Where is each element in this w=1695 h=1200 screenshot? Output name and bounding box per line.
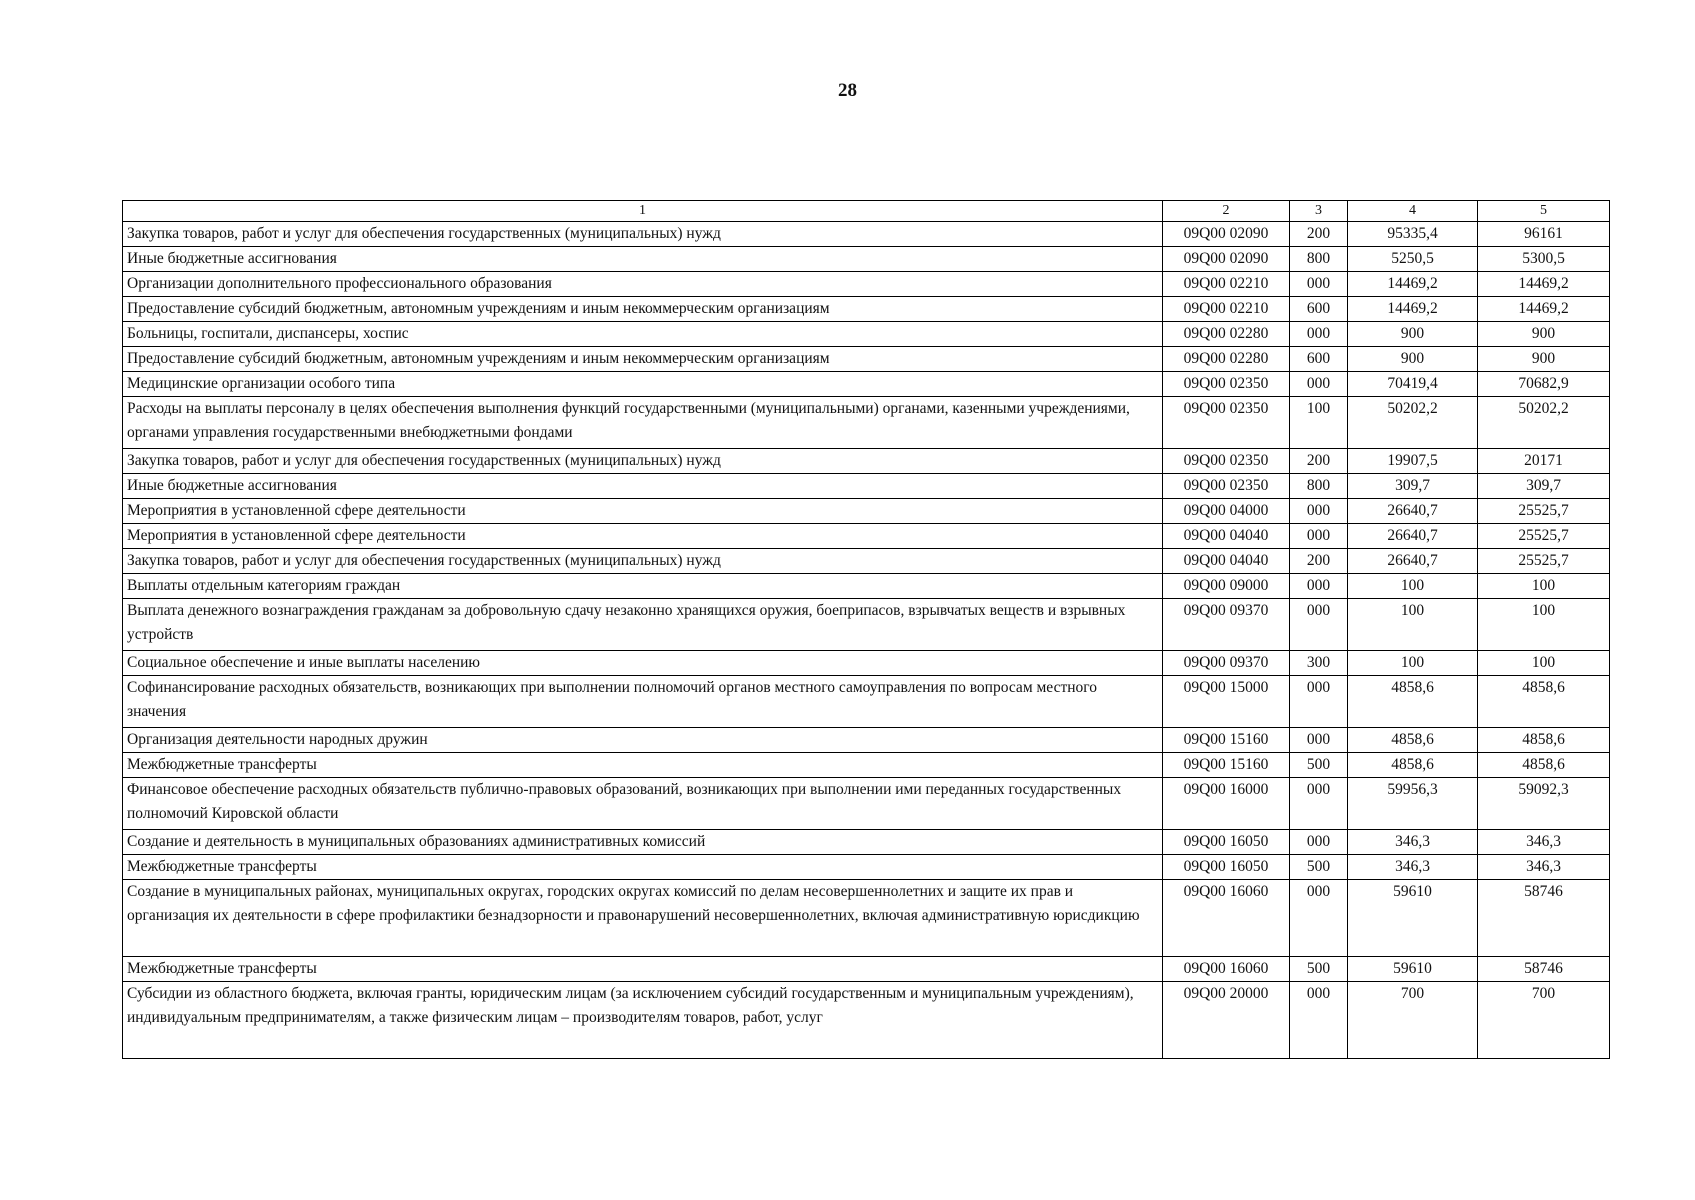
cell-expense-type: 000 <box>1290 676 1348 728</box>
cell-target-code: 09Q00 16050 <box>1163 830 1290 855</box>
cell-amount-col5: 309,7 <box>1478 474 1610 499</box>
table-row <box>123 524 1610 549</box>
cell-target-code: 09Q00 09370 <box>1163 599 1290 651</box>
cell-target-code: 09Q00 02350 <box>1163 397 1290 449</box>
table-row <box>123 728 1610 753</box>
cell-amount-col5: 25525,7 <box>1478 499 1610 524</box>
table-row <box>123 499 1610 524</box>
cell-amount-col4: 14469,2 <box>1348 297 1478 322</box>
cell-amount-col5: 50202,2 <box>1478 397 1610 449</box>
cell-target-code: 09Q00 02350 <box>1163 372 1290 397</box>
table-row <box>123 549 1610 574</box>
cell-amount-col4: 346,3 <box>1348 855 1478 880</box>
cell-target-code: 09Q00 15160 <box>1163 728 1290 753</box>
column-header-1: 1 <box>123 201 1163 222</box>
cell-expense-type: 500 <box>1290 753 1348 778</box>
cell-target-code: 09Q00 02280 <box>1163 347 1290 372</box>
table-row <box>123 957 1610 982</box>
cell-target-code: 09Q00 04040 <box>1163 549 1290 574</box>
cell-target-code: 09Q00 15160 <box>1163 753 1290 778</box>
column-header-3: 3 <box>1290 201 1348 222</box>
cell-amount-col5: 59092,3 <box>1478 778 1610 830</box>
cell-amount-col5: 900 <box>1478 322 1610 347</box>
cell-expense-type: 800 <box>1290 474 1348 499</box>
cell-target-code: 09Q00 09370 <box>1163 651 1290 676</box>
cell-amount-col4: 900 <box>1348 347 1478 372</box>
cell-amount-col4: 59610 <box>1348 880 1478 957</box>
cell-amount-col4: 26640,7 <box>1348 524 1478 549</box>
cell-expense-type: 000 <box>1290 599 1348 651</box>
cell-expense-type: 500 <box>1290 855 1348 880</box>
cell-name: Предоставление субсидий бюджетным, автономным учреждениям и иным некоммерческим организациям <box>123 297 1163 322</box>
table-row <box>123 753 1610 778</box>
cell-target-code: 09Q00 02280 <box>1163 322 1290 347</box>
cell-amount-col5: 346,3 <box>1478 830 1610 855</box>
table-header-row <box>123 201 1610 222</box>
cell-amount-col4: 4858,6 <box>1348 753 1478 778</box>
cell-expense-type: 000 <box>1290 574 1348 599</box>
cell-name: Закупка товаров, работ и услуг для обеспечения государственных (муниципальных) нужд <box>123 222 1163 247</box>
cell-name: Больницы, госпитали, диспансеры, хоспис <box>123 322 1163 347</box>
cell-amount-col5: 58746 <box>1478 957 1610 982</box>
cell-name: Закупка товаров, работ и услуг для обеспечения государственных (муниципальных) нужд <box>123 549 1163 574</box>
table-row <box>123 322 1610 347</box>
table-row <box>123 397 1610 449</box>
cell-name: Организация деятельности народных дружин <box>123 728 1163 753</box>
table-row <box>123 574 1610 599</box>
table-row <box>123 247 1610 272</box>
cell-name: Межбюджетные трансферты <box>123 957 1163 982</box>
cell-target-code: 09Q00 16060 <box>1163 880 1290 957</box>
cell-name: Расходы на выплаты персоналу в целях обеспечения выполнения функций государственными (муниципальными) органами, казенными учреждениями, органами управления государственными внебюджетными фондами <box>123 397 1163 449</box>
cell-expense-type: 200 <box>1290 549 1348 574</box>
cell-amount-col4: 346,3 <box>1348 830 1478 855</box>
cell-target-code: 09Q00 02210 <box>1163 272 1290 297</box>
cell-name: Межбюджетные трансферты <box>123 753 1163 778</box>
column-header-2: 2 <box>1163 201 1290 222</box>
cell-target-code: 09Q00 04040 <box>1163 524 1290 549</box>
cell-expense-type: 000 <box>1290 272 1348 297</box>
cell-expense-type: 300 <box>1290 651 1348 676</box>
cell-amount-col4: 50202,2 <box>1348 397 1478 449</box>
table-row <box>123 474 1610 499</box>
cell-target-code: 09Q00 04000 <box>1163 499 1290 524</box>
cell-name: Закупка товаров, работ и услуг для обеспечения государственных (муниципальных) нужд <box>123 449 1163 474</box>
table-row <box>123 778 1610 830</box>
table-row <box>123 272 1610 297</box>
page-number: 28 <box>838 80 857 101</box>
table-row <box>123 599 1610 651</box>
cell-amount-col4: 309,7 <box>1348 474 1478 499</box>
table-row <box>123 880 1610 957</box>
cell-expense-type: 600 <box>1290 297 1348 322</box>
cell-expense-type: 000 <box>1290 499 1348 524</box>
cell-target-code: 09Q00 16050 <box>1163 855 1290 880</box>
cell-name: Предоставление субсидий бюджетным, автономным учреждениям и иным некоммерческим организациям <box>123 347 1163 372</box>
cell-amount-col4: 70419,4 <box>1348 372 1478 397</box>
table-row <box>123 855 1610 880</box>
cell-amount-col5: 14469,2 <box>1478 272 1610 297</box>
cell-amount-col4: 100 <box>1348 651 1478 676</box>
cell-target-code: 09Q00 09000 <box>1163 574 1290 599</box>
cell-amount-col4: 900 <box>1348 322 1478 347</box>
cell-expense-type: 200 <box>1290 222 1348 247</box>
cell-amount-col4: 4858,6 <box>1348 676 1478 728</box>
cell-name: Медицинские организации особого типа <box>123 372 1163 397</box>
cell-expense-type: 600 <box>1290 347 1348 372</box>
cell-name: Организации дополнительного профессионального образования <box>123 272 1163 297</box>
cell-amount-col5: 4858,6 <box>1478 753 1610 778</box>
cell-target-code: 09Q00 15000 <box>1163 676 1290 728</box>
cell-amount-col5: 5300,5 <box>1478 247 1610 272</box>
cell-amount-col5: 100 <box>1478 599 1610 651</box>
cell-amount-col4: 59610 <box>1348 957 1478 982</box>
table-body <box>123 222 1610 1059</box>
cell-target-code: 09Q00 02210 <box>1163 297 1290 322</box>
cell-name: Создание и деятельность в муниципальных образованиях административных комиссий <box>123 830 1163 855</box>
cell-name: Выплата денежного вознаграждения гражданам за добровольную сдачу незаконно хранящихся оружия, боеприпасов, взрывчатых веществ и взрывных устройств <box>123 599 1163 651</box>
cell-target-code: 09Q00 02350 <box>1163 449 1290 474</box>
cell-amount-col4: 100 <box>1348 574 1478 599</box>
cell-amount-col4: 700 <box>1348 982 1478 1059</box>
cell-amount-col4: 100 <box>1348 599 1478 651</box>
column-header-4: 4 <box>1348 201 1478 222</box>
cell-expense-type: 000 <box>1290 778 1348 830</box>
cell-expense-type: 800 <box>1290 247 1348 272</box>
cell-amount-col4: 95335,4 <box>1348 222 1478 247</box>
cell-amount-col5: 100 <box>1478 574 1610 599</box>
cell-amount-col5: 100 <box>1478 651 1610 676</box>
cell-target-code: 09Q00 02350 <box>1163 474 1290 499</box>
cell-target-code: 09Q00 16060 <box>1163 957 1290 982</box>
cell-name: Создание в муниципальных районах, муниципальных округах, городских округах комиссий по делам несовершеннолетних и защите их прав и организация их деятельности в сфере профилактики безнадзорности и правонарушений несовершеннолетних, включая административную юрисдикцию <box>123 880 1163 957</box>
cell-expense-type: 000 <box>1290 728 1348 753</box>
cell-name: Иные бюджетные ассигнования <box>123 247 1163 272</box>
table-row <box>123 449 1610 474</box>
cell-amount-col5: 4858,6 <box>1478 676 1610 728</box>
cell-amount-col5: 20171 <box>1478 449 1610 474</box>
cell-amount-col5: 25525,7 <box>1478 524 1610 549</box>
table-row <box>123 676 1610 728</box>
cell-amount-col4: 19907,5 <box>1348 449 1478 474</box>
table-row <box>123 830 1610 855</box>
cell-target-code: 09Q00 20000 <box>1163 982 1290 1059</box>
cell-name: Мероприятия в установленной сфере деятельности <box>123 524 1163 549</box>
cell-name: Софинансирование расходных обязательств, возникающих при выполнении полномочий органов местного самоуправления по вопросам местного значения <box>123 676 1163 728</box>
cell-target-code: 09Q00 16000 <box>1163 778 1290 830</box>
cell-expense-type: 500 <box>1290 957 1348 982</box>
cell-amount-col5: 700 <box>1478 982 1610 1059</box>
table-row <box>123 651 1610 676</box>
cell-name: Субсидии из областного бюджета, включая гранты, юридическим лицам (за исключением субсидий государственным и муниципальным учреждениям), индивидуальным предпринимателям, а также физическим лицам – производителям товаров, работ, услуг <box>123 982 1163 1059</box>
cell-target-code: 09Q00 02090 <box>1163 247 1290 272</box>
cell-name: Межбюджетные трансферты <box>123 855 1163 880</box>
table-row <box>123 372 1610 397</box>
cell-amount-col5: 25525,7 <box>1478 549 1610 574</box>
table-row <box>123 222 1610 247</box>
cell-target-code: 09Q00 02090 <box>1163 222 1290 247</box>
cell-amount-col5: 4858,6 <box>1478 728 1610 753</box>
cell-amount-col5: 70682,9 <box>1478 372 1610 397</box>
cell-amount-col5: 96161 <box>1478 222 1610 247</box>
cell-amount-col4: 14469,2 <box>1348 272 1478 297</box>
table-row <box>123 297 1610 322</box>
cell-amount-col5: 58746 <box>1478 880 1610 957</box>
budget-table <box>122 200 1610 1059</box>
cell-amount-col4: 59956,3 <box>1348 778 1478 830</box>
cell-expense-type: 000 <box>1290 982 1348 1059</box>
cell-expense-type: 000 <box>1290 524 1348 549</box>
cell-expense-type: 100 <box>1290 397 1348 449</box>
cell-amount-col5: 346,3 <box>1478 855 1610 880</box>
cell-expense-type: 000 <box>1290 830 1348 855</box>
cell-name: Выплаты отдельным категориям граждан <box>123 574 1163 599</box>
cell-name: Иные бюджетные ассигнования <box>123 474 1163 499</box>
cell-name: Социальное обеспечение и иные выплаты населению <box>123 651 1163 676</box>
cell-amount-col4: 4858,6 <box>1348 728 1478 753</box>
cell-amount-col5: 14469,2 <box>1478 297 1610 322</box>
cell-expense-type: 200 <box>1290 449 1348 474</box>
cell-expense-type: 000 <box>1290 322 1348 347</box>
cell-name: Финансовое обеспечение расходных обязательств публично-правовых образований, возникающих при выполнении ими переданных государственных полномочий Кировской области <box>123 778 1163 830</box>
cell-amount-col4: 26640,7 <box>1348 499 1478 524</box>
column-header-5: 5 <box>1478 201 1610 222</box>
cell-name: Мероприятия в установленной сфере деятельности <box>123 499 1163 524</box>
cell-expense-type: 000 <box>1290 880 1348 957</box>
cell-amount-col5: 900 <box>1478 347 1610 372</box>
table-row <box>123 982 1610 1059</box>
cell-amount-col4: 26640,7 <box>1348 549 1478 574</box>
cell-expense-type: 000 <box>1290 372 1348 397</box>
table-row <box>123 347 1610 372</box>
cell-amount-col4: 5250,5 <box>1348 247 1478 272</box>
